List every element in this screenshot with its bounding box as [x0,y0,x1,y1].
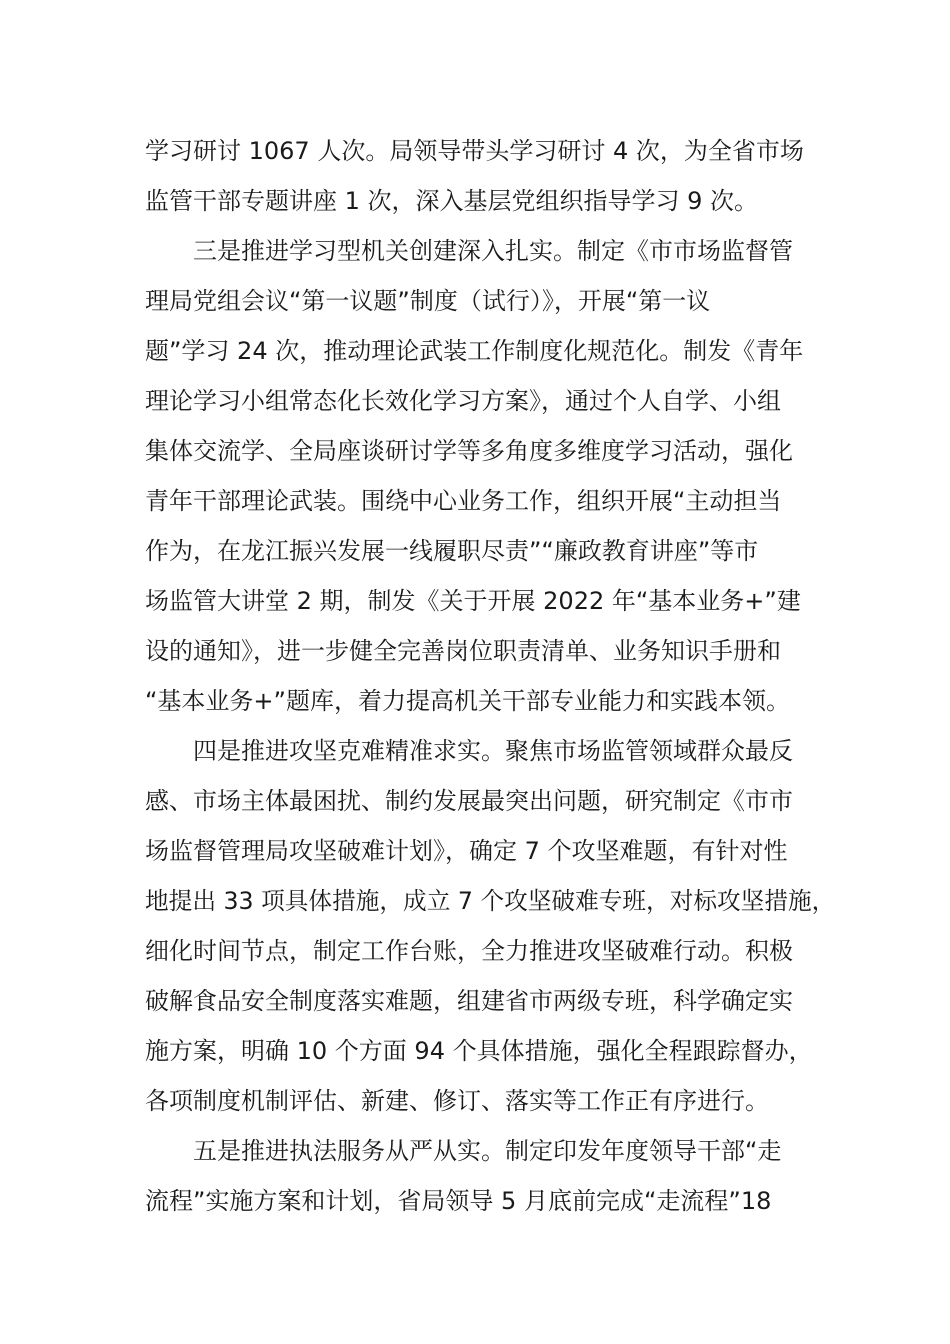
text-line: 场监管大讲堂 2 期，制发《关于开展 2022 年“基本业务+”建 [145,587,801,615]
text-line: 流程”实施方案和计划，省局领导 5 月底前完成“走流程”18 [145,1187,772,1215]
text-line: 理局党组会议“第一议题”制度（试行）》，开展“第一议 [145,287,711,315]
text-line: “基本业务+”题库，着力提高机关干部专业能力和实践本领。 [145,687,790,715]
text-line: 青年干部理论武装。围绕中心业务工作，组织开展“主动担当 [145,487,782,515]
text-line: 三是推进学习型机关创建深入扎实。制定《市市场监督管 [193,237,793,265]
text-line: 施方案，明确 10 个方面 94 个具体措施，强化全程跟踪督办， [145,1037,813,1065]
text-line: 感、市场主体最困扰、制约发展最突出问题，研究制定《市市 [145,787,793,815]
body-text [145,126,836,1226]
text-line: 作为，在龙江振兴发展一线履职尽责”“廉政教育讲座”等市 [145,537,759,565]
text-line: 题”学习 24 次，推动理论武装工作制度化规范化。制发《青年 [145,337,804,365]
text-line: 细化时间节点，制定工作台账，全力推进攻坚破难行动。积极 [145,937,793,965]
text-line: 理论学习小组常态化长效化学习方案》，通过个人自学、小组 [145,387,781,415]
text-line: 设的通知》，进一步健全完善岗位职责清单、业务知识手册和 [145,637,781,665]
text-line: 四是推进攻坚克难精准求实。聚焦市场监管领域群众最反 [193,737,793,765]
text-line: 集体交流学、全局座谈研讨学等多角度多维度学习活动，强化 [145,437,793,465]
text-line: 破解食品安全制度落实难题，组建省市两级专班，科学确定实 [145,987,793,1015]
text-line: 各项制度机制评估、新建、修订、落实等工作正有序进行。 [145,1087,769,1115]
text-line: 地提出 33 项具体措施，成立 7 个攻坚破难专班，对标攻坚措施， [145,887,836,915]
text-line: 场监督管理局攻坚破难计划》，确定 7 个攻坚难题，有针对性 [145,837,788,865]
text-line: 监管干部专题讲座 1 次，深入基层党组织指导学习 9 次。 [145,187,759,215]
text-line: 五是推进执法服务从严从实。制定印发年度领导干部“走 [193,1137,782,1165]
text-line: 学习研讨 1067 人次。局领导带头学习研讨 4 次，为全省市场 [145,137,804,165]
